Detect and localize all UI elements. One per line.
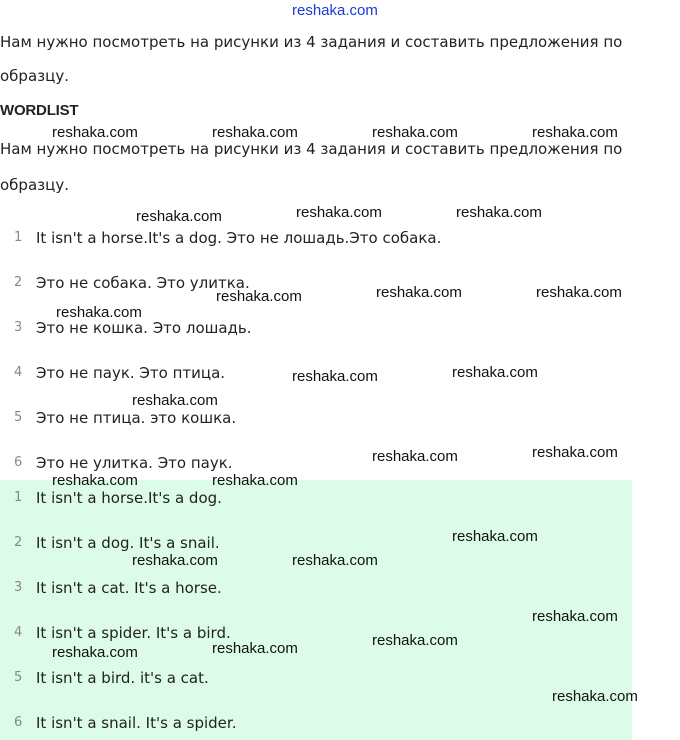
line-number: 1 [14,490,23,505]
site-label[interactable]: reshaka.com [292,2,378,19]
watermark: reshaka.com [56,304,142,321]
watermark: reshaka.com [292,368,378,385]
watermark: reshaka.com [532,444,618,461]
line-number: 3 [14,320,23,335]
line-number: 4 [14,365,23,380]
watermark: reshaka.com [136,208,222,225]
list-item-text: Это не кошка. Это лошадь. [36,319,252,337]
watermark: reshaka.com [212,472,298,489]
watermark: reshaka.com [532,124,618,141]
watermark: reshaka.com [52,644,138,661]
line-number: 5 [14,410,23,425]
intro-line-2: образцу. [0,67,69,85]
watermark: reshaka.com [536,284,622,301]
repeat-line-2: образцу. [0,176,69,194]
line-number: 5 [14,670,23,685]
repeat-line-1: Нам нужно посмотреть на рисунки из 4 задания и составить предложения по [0,140,623,158]
watermark: reshaka.com [216,288,302,305]
line-number: 1 [14,230,23,245]
line-number: 6 [14,455,23,470]
watermark: reshaka.com [212,640,298,657]
line-number: 4 [14,625,23,640]
watermark: reshaka.com [132,392,218,409]
line-number: 2 [14,275,23,290]
watermark: reshaka.com [532,608,618,625]
list-item-text: It isn't a spider. It's a bird. [36,624,231,642]
list-item-text: Это не собака. Это улитка. [36,274,250,292]
list-item-text: It isn't a bird. it's a cat. [36,669,209,687]
list-item-text: Это не птица. это кошка. [36,409,237,427]
intro-line-1: Нам нужно посмотреть на рисунки из 4 задания и составить предложения по [0,33,623,51]
line-number: 3 [14,580,23,595]
watermark: reshaka.com [552,688,638,705]
watermark: reshaka.com [452,364,538,381]
watermark: reshaka.com [376,284,462,301]
list-item-text: It isn't a dog. It's a snail. [36,534,220,552]
list-item-text: It isn't a cat. It's a horse. [36,579,222,597]
watermark: reshaka.com [456,204,542,221]
watermark: reshaka.com [296,204,382,221]
watermark: reshaka.com [372,448,458,465]
watermark: reshaka.com [52,472,138,489]
list-item-text: Это не паук. Это птица. [36,364,226,382]
watermark: reshaka.com [212,124,298,141]
wordlist-heading: WORDLIST [0,102,79,119]
list-item-text: It isn't a horse.It's a dog. [36,489,222,507]
watermark: reshaka.com [372,632,458,649]
watermark: reshaka.com [372,124,458,141]
watermark: reshaka.com [292,552,378,569]
list-item-text: Это не улитка. Это паук. [36,454,233,472]
watermark: reshaka.com [132,552,218,569]
list-item-text: It isn't a snail. It's a spider. [36,714,237,732]
line-number: 2 [14,535,23,550]
watermark: reshaka.com [52,124,138,141]
line-number: 6 [14,715,23,730]
list-item-text: It isn't a horse.It's a dog. Это не лошадь.Это собака. [36,229,442,247]
watermark: reshaka.com [452,528,538,545]
